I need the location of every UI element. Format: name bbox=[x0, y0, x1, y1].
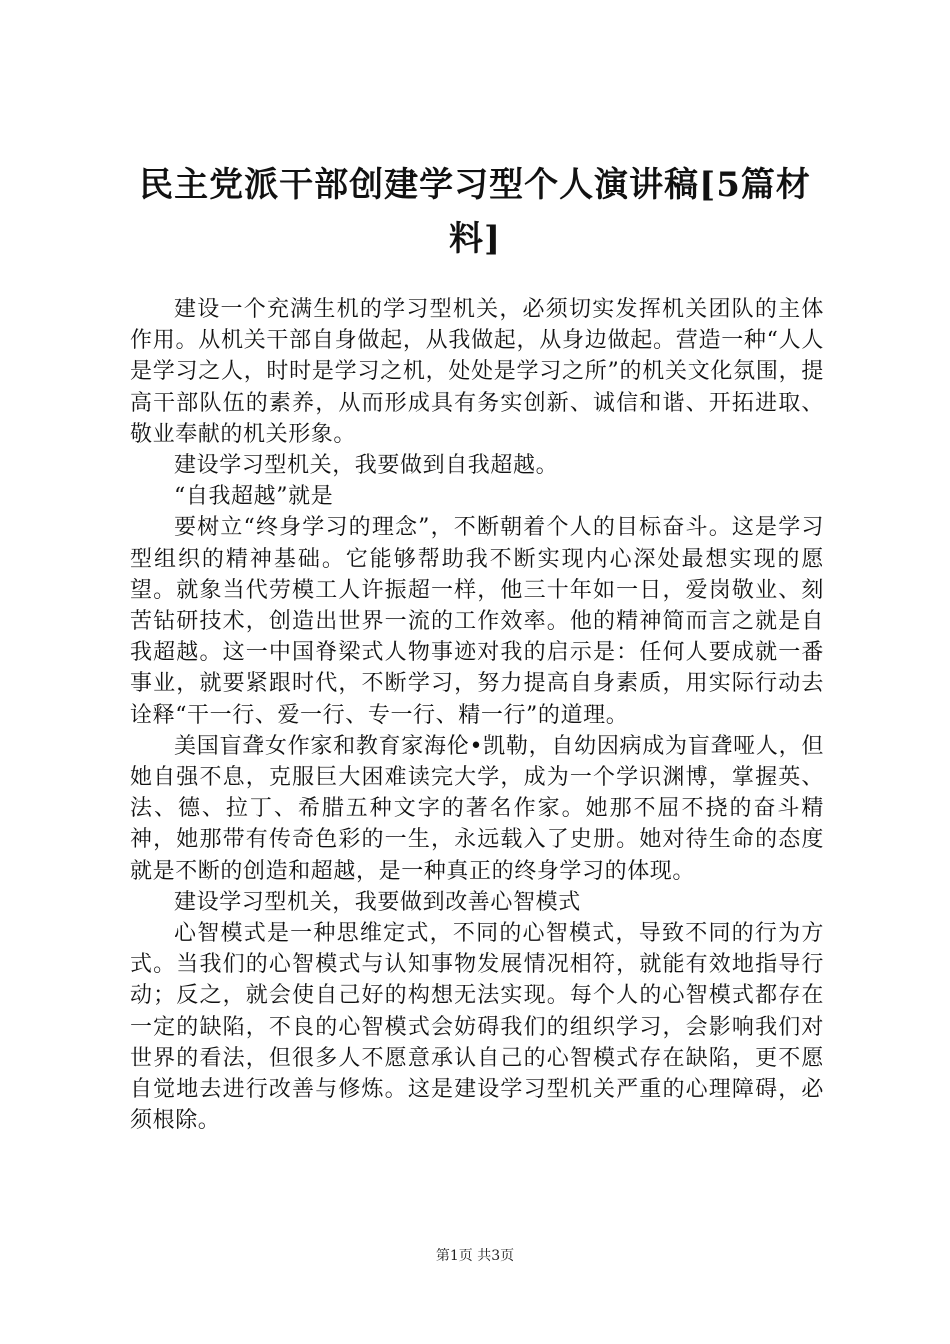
document-title: 民主党派干部创建学习型个人演讲稿[5篇材料] bbox=[139, 165, 811, 259]
paragraph-4: 要树立“终身学习的理念”，不断朝着个人的目标奋斗。这是学习型组织的精神基础。它能够帮助我不断实现内心深处最想实现的愿望。就象当代劳模工人许振超一样，他三十年如一日，爱岗敬业、刻苦钻研技术，创造出世界一流的工作效率。他的精神简而言之就是自我超越。这一中国脊梁式人物事迹对我的启示是：任何人要成就一番事业，就要紧跟时代，不断学习，努力提高自身素质，用实际行动去诠释“干一行、爱一行、专一行、精一行”的道理。 bbox=[130, 515, 824, 728]
page-footer: 第1页 共3页 bbox=[435, 1248, 515, 1264]
paragraph-2: 建设学习型机关，我要做到自我超越。 bbox=[174, 453, 559, 479]
paragraph-3: “自我超越”就是 bbox=[174, 484, 334, 510]
document-body bbox=[130, 294, 824, 1136]
paragraph-7: 心智模式是一种思维定式，不同的心智模式，导致不同的行为方式。当我们的心智模式与认知事物发展情况相符，就能有效地指导行动；反之，就会使自己好的构想无法实现。每个人的心智模式都存在一定的缺陷，不良的心智模式会妨碍我们的组织学习，会影响我们对世界的看法，但很多人不愿意承认自己的心智模式存在缺陷，更不愿自觉地去进行改善与修炼。这是建设学习型机关严重的心理障碍，必须根除。 bbox=[130, 921, 824, 1134]
paragraph-5: 美国盲聋女作家和教育家海伦•凯勒，自幼因病成为盲聋哑人，但她自强不息，克服巨大困难读完大学，成为一个学识渊博，掌握英、法、德、拉丁、希腊五种文字的著名作家。她那不屈不挠的奋斗精神，她那带有传奇色彩的一生，永远载入了史册。她对待生命的态度就是不断的创造和超越，是一种真正的终身学习的体现。 bbox=[130, 733, 824, 884]
paragraph-1: 建设一个充满生机的学习型机关，必须切实发挥机关团队的主体作用。从机关干部自身做起，从我做起，从身边做起。营造一种“人人是学习之人，时时是学习之机，处处是学习之所”的机关文化氛围，提高干部队伍的素养，从而形成具有务实创新、诚信和谐、开拓进取、敬业奉献的机关形象。 bbox=[130, 297, 824, 447]
paragraph-6: 建设学习型机关，我要做到改善心智模式 bbox=[174, 889, 581, 915]
